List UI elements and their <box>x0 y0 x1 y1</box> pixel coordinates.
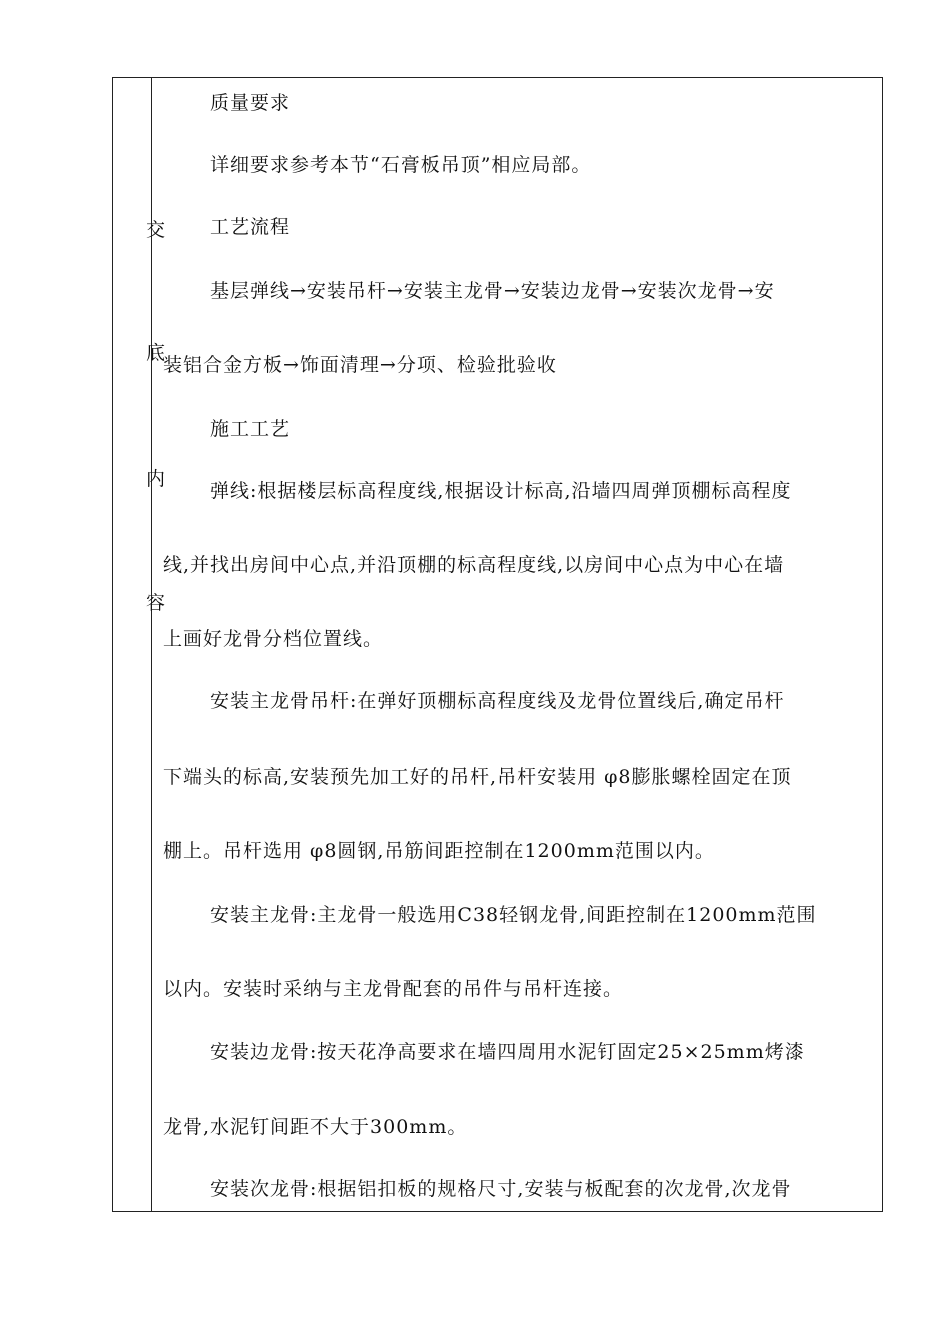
column-divider <box>151 77 152 1212</box>
paragraph-line: 弹线:根据楼层标高程度线,根据设计标高,沿墙四周弹顶棚标高程度 <box>210 480 792 502</box>
paragraph-line: 安装主龙骨吊杆:在弹好顶棚标高程度线及龙骨位置线后,确定吊杆 <box>210 690 785 712</box>
paragraph-line: 线,并找出房间中心点,并沿顶棚的标高程度线,以房间中心点为中心在墙 <box>163 554 785 576</box>
paragraph-line: 以内。安装时采纳与主龙骨配套的吊件与吊杆连接。 <box>163 978 624 1000</box>
side-label-char: 内 <box>146 468 166 490</box>
paragraph-line: 上画好龙骨分档位置线。 <box>163 628 384 650</box>
paragraph-line: 装铝合金方板→饰面清理→分项、检验批验收 <box>163 354 557 376</box>
section-heading: 施工工艺 <box>210 418 291 440</box>
paragraph-line: 安装主龙骨:主龙骨一般选用C38轻钢龙骨,间距控制在1200mm范围 <box>210 904 817 926</box>
paragraph-line: 龙骨,水泥钉间距不大于300mm。 <box>163 1116 468 1138</box>
paragraph-line: 棚上。吊杆选用 φ8圆钢,吊筋间距控制在1200mm范围以内。 <box>163 840 715 862</box>
paragraph-line: 下端头的标高,安装预先加工好的吊杆,吊杆安装用 φ8膨胀螺栓固定在顶 <box>163 766 792 788</box>
side-label-char: 底 <box>146 342 166 364</box>
side-label-char: 交 <box>146 219 166 241</box>
paragraph-line: 安装边龙骨:按天花净高要求在墙四周用水泥钉固定25×25mm烤漆 <box>210 1041 805 1063</box>
section-heading: 质量要求 <box>210 92 291 114</box>
section-heading: 工艺流程 <box>210 216 291 238</box>
paragraph-line: 详细要求参考本节“石膏板吊顶”相应局部。 <box>210 154 592 176</box>
paragraph-line: 安装次龙骨:根据铝扣板的规格尺寸,安装与板配套的次龙骨,次龙骨 <box>210 1178 792 1200</box>
side-label-char: 容 <box>146 592 166 614</box>
paragraph-line: 基层弹线→安装吊杆→安装主龙骨→安装边龙骨→安装次龙骨→安 <box>210 280 775 302</box>
